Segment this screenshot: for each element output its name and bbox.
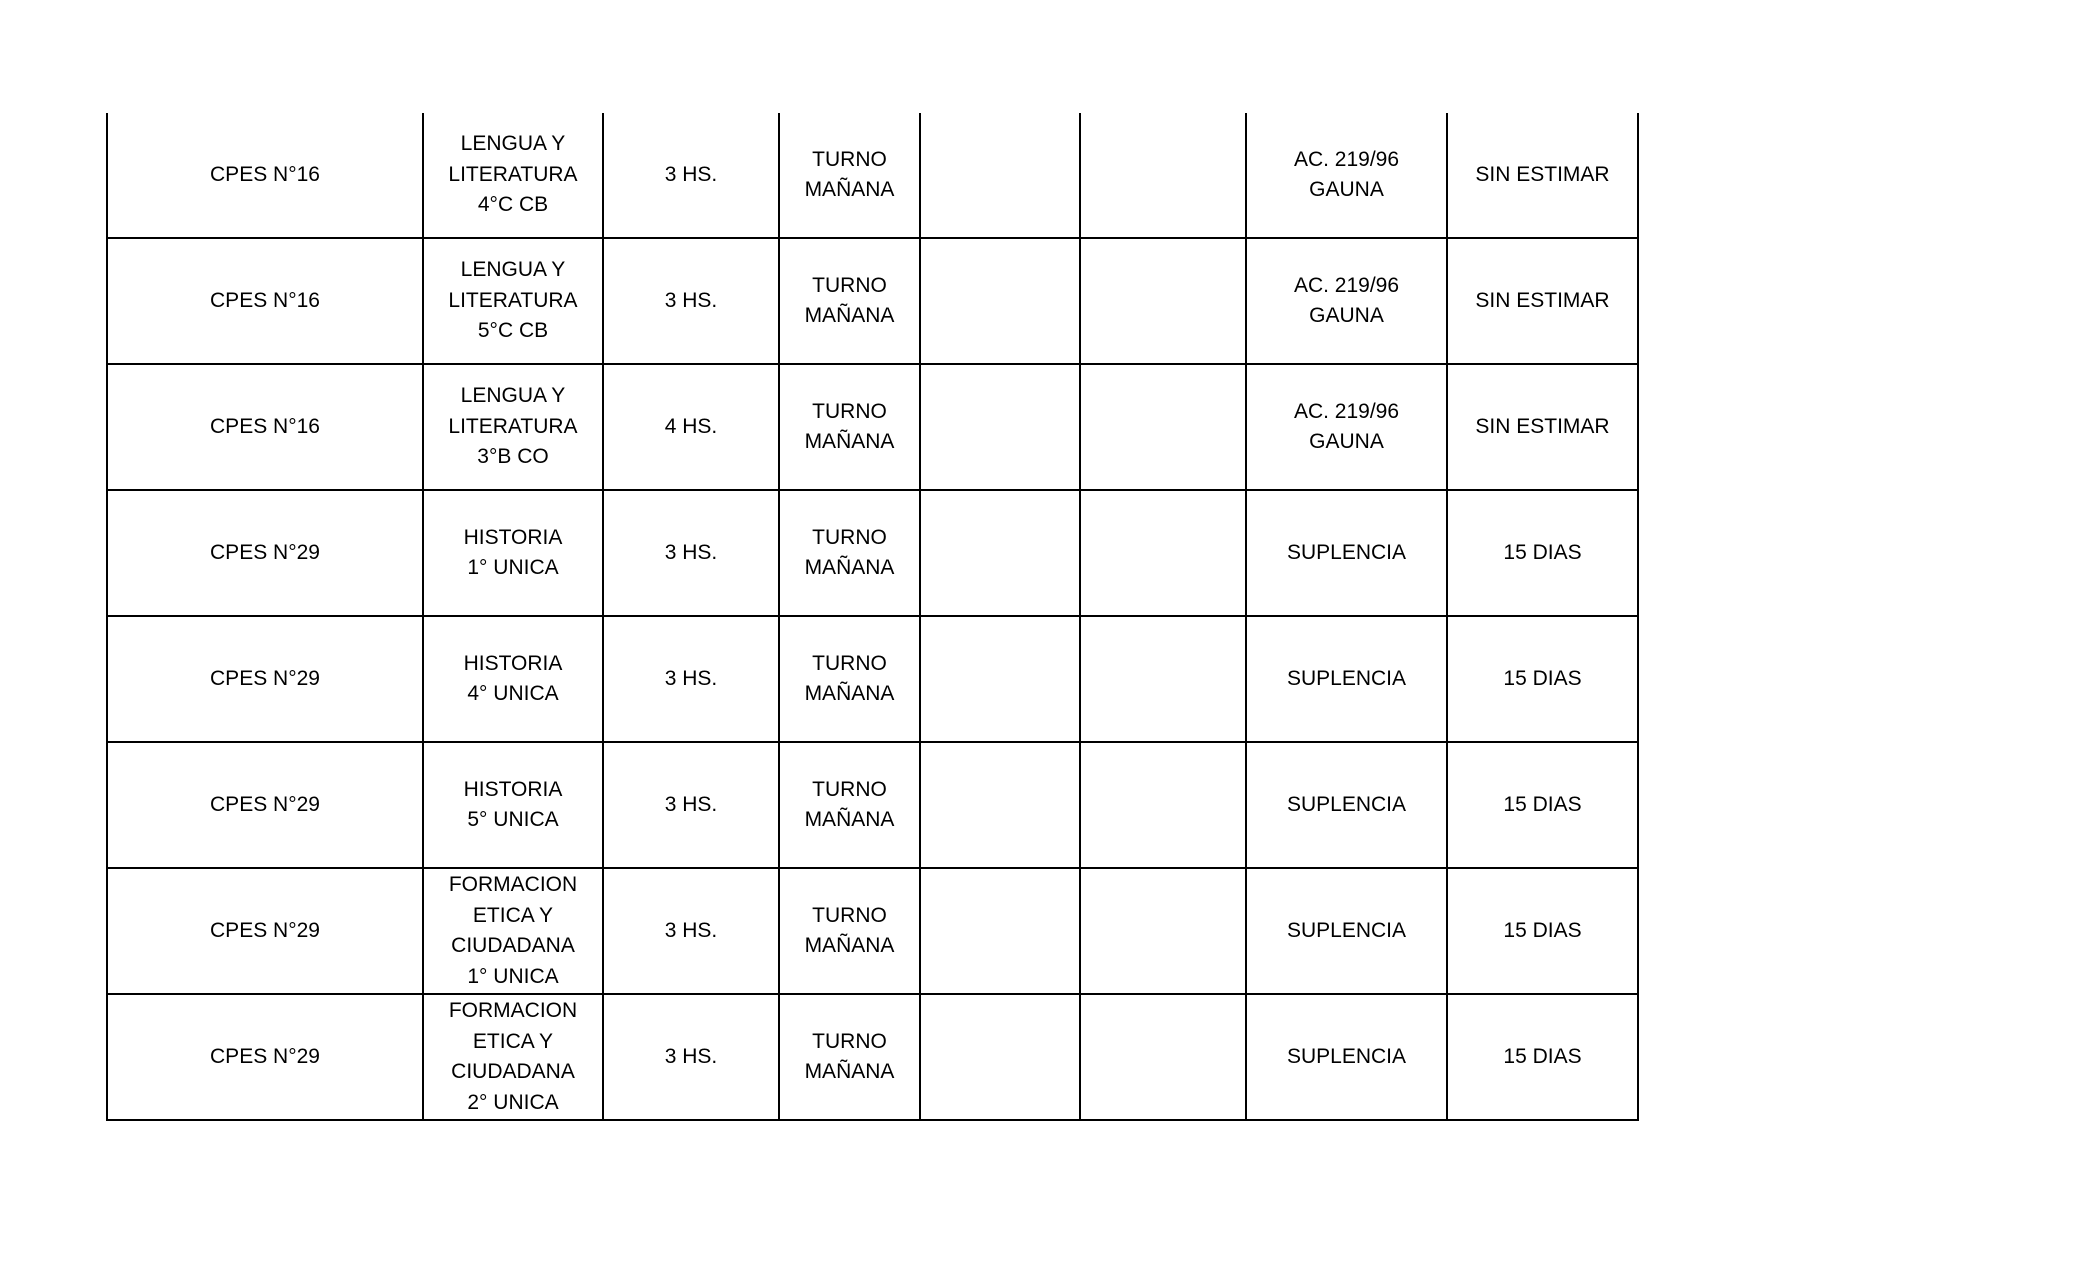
- hours-cell: 3 HS.: [603, 616, 779, 742]
- type-cell: [1246, 868, 1447, 994]
- blank-cell: [1080, 364, 1246, 490]
- subject-cell-line: 2° UNICA: [467, 1090, 559, 1114]
- hours-cell: 3 HS.: [603, 238, 779, 364]
- subject-cell-line: 1° UNICA: [467, 964, 559, 988]
- table-row: [107, 616, 1638, 742]
- type-cell: [1246, 113, 1447, 238]
- subject-cell: [423, 490, 603, 616]
- blank-cell: [1080, 994, 1246, 1120]
- blank-cell: [1080, 490, 1246, 616]
- type-cell-line: SUPLENCIA: [1286, 540, 1407, 564]
- type-cell-line: SUPLENCIA: [1286, 666, 1407, 690]
- blank-cell: [920, 238, 1080, 364]
- type-cell-line: GAUNA: [1309, 304, 1384, 327]
- shift-cell-line: MAÑANA: [804, 178, 895, 201]
- shift-cell: [779, 616, 920, 742]
- shift-cell-line: MAÑANA: [804, 304, 895, 327]
- shift-cell-line: TURNO: [812, 399, 887, 423]
- hours-cell: 3 HS.: [603, 742, 779, 868]
- type-cell-line: SUPLENCIA: [1286, 1044, 1407, 1068]
- subject-cell-line: LITERATURA: [448, 288, 578, 312]
- shift-cell: [779, 742, 920, 868]
- blank-cell: [920, 994, 1080, 1120]
- blank-cell: [920, 364, 1080, 490]
- type-cell: [1246, 994, 1447, 1120]
- subject-cell-line: 3°B CO: [477, 445, 549, 469]
- type-cell-line: GAUNA: [1309, 178, 1384, 201]
- subject-cell: [423, 113, 603, 238]
- school-cell: CPES N°16: [107, 364, 423, 490]
- blank-cell: [920, 113, 1080, 238]
- shift-cell-line: TURNO: [812, 273, 887, 297]
- subject-cell-line: 5° UNICA: [467, 808, 559, 831]
- subject-cell-line: CIUDADANA: [451, 1060, 575, 1083]
- table-row: [107, 364, 1638, 490]
- blank-cell: [1080, 238, 1246, 364]
- duration-cell: SIN ESTIMAR: [1447, 113, 1638, 238]
- type-cell: [1246, 490, 1447, 616]
- subject-cell-line: HISTORIA: [463, 651, 563, 675]
- type-cell-line: SUPLENCIA: [1286, 792, 1407, 816]
- type-cell: [1246, 364, 1447, 490]
- type-cell: [1246, 742, 1447, 868]
- blank-cell: [920, 616, 1080, 742]
- subject-cell-line: FORMACION: [448, 873, 578, 896]
- subject-cell-line: FORMACION: [448, 999, 578, 1022]
- school-cell: CPES N°29: [107, 868, 423, 994]
- table-row: [107, 742, 1638, 868]
- duration-cell: 15 DIAS: [1447, 616, 1638, 742]
- blank-cell: [1080, 868, 1246, 994]
- duration-cell: 15 DIAS: [1447, 490, 1638, 616]
- blank-cell: [1080, 616, 1246, 742]
- subject-cell-line: LENGUA Y: [460, 132, 566, 156]
- type-cell-line: GAUNA: [1309, 430, 1384, 453]
- hours-cell: 3 HS.: [603, 868, 779, 994]
- hours-cell: 3 HS.: [603, 490, 779, 616]
- shift-cell: [779, 113, 920, 238]
- table-row: [107, 238, 1638, 364]
- hours-cell: 4 HS.: [603, 364, 779, 490]
- duration-cell: SIN ESTIMAR: [1447, 364, 1638, 490]
- subject-cell-line: LITERATURA: [448, 162, 578, 186]
- subject-cell-line: LENGUA Y: [460, 258, 566, 282]
- hours-cell: 3 HS.: [603, 994, 779, 1120]
- blank-cell: [920, 742, 1080, 868]
- school-cell: CPES N°29: [107, 994, 423, 1120]
- type-cell-line: AC. 219/96: [1293, 147, 1400, 171]
- duration-cell: 15 DIAS: [1447, 868, 1638, 994]
- shift-cell: [779, 868, 920, 994]
- school-cell: CPES N°16: [107, 113, 423, 238]
- subject-cell: [423, 364, 603, 490]
- subject-cell: [423, 868, 603, 994]
- blank-cell: [1080, 742, 1246, 868]
- subject-cell: [423, 238, 603, 364]
- shift-cell-line: MAÑANA: [804, 934, 895, 957]
- duration-cell: 15 DIAS: [1447, 994, 1638, 1120]
- shift-cell-line: MAÑANA: [804, 682, 895, 705]
- subject-cell-line: 1° UNICA: [467, 556, 559, 579]
- subject-cell-line: LENGUA Y: [460, 384, 566, 408]
- subject-cell: [423, 742, 603, 868]
- subject-cell-line: 5°C CB: [477, 319, 549, 343]
- subject-cell-line: HISTORIA: [463, 777, 563, 801]
- subject-cell-line: HISTORIA: [463, 525, 563, 549]
- shift-cell: [779, 238, 920, 364]
- school-cell: CPES N°29: [107, 742, 423, 868]
- vacancy-table: [106, 113, 1639, 1121]
- shift-cell-line: MAÑANA: [804, 556, 895, 579]
- school-cell: CPES N°29: [107, 490, 423, 616]
- subject-cell-line: 4°C CB: [477, 193, 549, 217]
- shift-cell: [779, 364, 920, 490]
- subject-cell: [423, 616, 603, 742]
- shift-cell-line: TURNO: [812, 1029, 887, 1053]
- shift-cell-line: TURNO: [812, 525, 887, 549]
- table-row: [107, 490, 1638, 616]
- hours-cell: 3 HS.: [603, 113, 779, 238]
- subject-cell-line: LITERATURA: [448, 414, 578, 438]
- blank-cell: [920, 490, 1080, 616]
- subject-cell-line: ETICA Y: [472, 1029, 554, 1053]
- subject-cell-line: 4° UNICA: [467, 682, 559, 705]
- table-body: [107, 113, 1638, 1120]
- blank-cell: [920, 868, 1080, 994]
- school-cell: CPES N°29: [107, 616, 423, 742]
- type-cell-line: SUPLENCIA: [1286, 918, 1407, 942]
- school-cell: CPES N°16: [107, 238, 423, 364]
- table-row: [107, 994, 1638, 1120]
- type-cell: [1246, 616, 1447, 742]
- shift-cell-line: TURNO: [812, 777, 887, 801]
- type-cell-line: AC. 219/96: [1293, 273, 1400, 297]
- type-cell: [1246, 238, 1447, 364]
- shift-cell-line: TURNO: [812, 651, 887, 675]
- blank-cell: [1080, 113, 1246, 238]
- shift-cell-line: MAÑANA: [804, 430, 895, 453]
- shift-cell: [779, 994, 920, 1120]
- subject-cell: [423, 994, 603, 1120]
- shift-cell-line: TURNO: [812, 147, 887, 171]
- type-cell-line: AC. 219/96: [1293, 399, 1400, 423]
- duration-cell: SIN ESTIMAR: [1447, 238, 1638, 364]
- shift-cell: [779, 490, 920, 616]
- shift-cell-line: MAÑANA: [804, 1060, 895, 1083]
- table-row: [107, 868, 1638, 994]
- shift-cell-line: MAÑANA: [804, 808, 895, 831]
- duration-cell: 15 DIAS: [1447, 742, 1638, 868]
- shift-cell-line: TURNO: [812, 903, 887, 927]
- table-row: [107, 113, 1638, 238]
- subject-cell-line: ETICA Y: [472, 903, 554, 927]
- subject-cell-line: CIUDADANA: [451, 934, 575, 957]
